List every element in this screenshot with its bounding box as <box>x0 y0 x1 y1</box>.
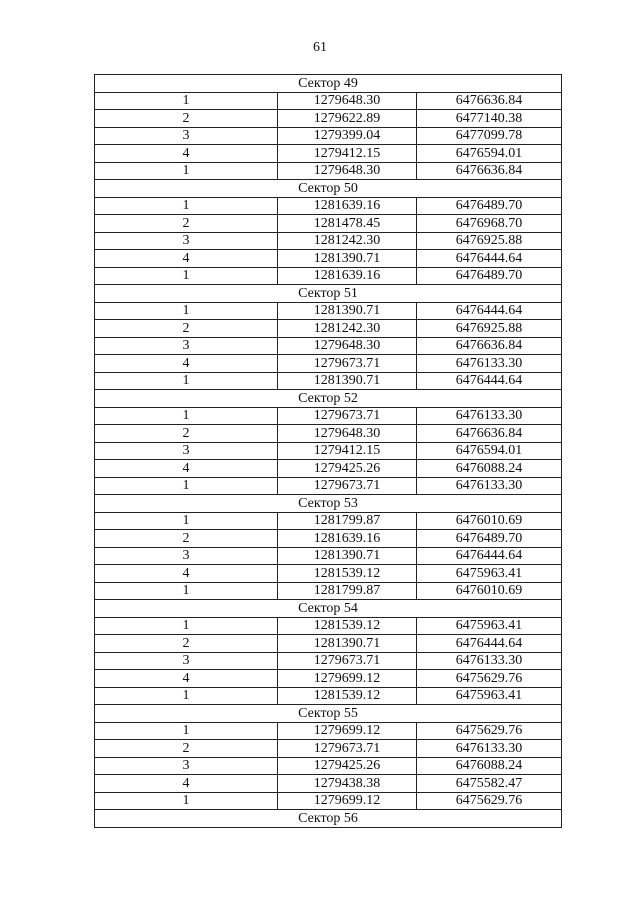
sector-title: Сектор 50 <box>95 180 562 198</box>
y-coordinate-cell: 6476133.30 <box>417 477 562 495</box>
table-row <box>95 320 562 338</box>
table-row <box>95 670 562 688</box>
x-coordinate-cell: 1279622.89 <box>278 110 417 128</box>
y-coordinate-cell: 6476636.84 <box>417 425 562 443</box>
sector-header-row <box>95 810 562 828</box>
sector-title: Сектор 51 <box>95 285 562 303</box>
y-coordinate-cell: 6476925.88 <box>417 320 562 338</box>
table-row <box>95 652 562 670</box>
point-number-cell: 4 <box>95 355 278 373</box>
y-coordinate-cell: 6475582.47 <box>417 775 562 793</box>
x-coordinate-cell: 1279673.71 <box>278 740 417 758</box>
x-coordinate-cell: 1279673.71 <box>278 407 417 425</box>
y-coordinate-cell: 6477140.38 <box>417 110 562 128</box>
table-row <box>95 407 562 425</box>
y-coordinate-cell: 6475963.41 <box>417 565 562 583</box>
y-coordinate-cell: 6475629.76 <box>417 792 562 810</box>
table-row <box>95 477 562 495</box>
table-row <box>95 232 562 250</box>
point-number-cell: 2 <box>95 110 278 128</box>
point-number-cell: 1 <box>95 267 278 285</box>
table-row <box>95 565 562 583</box>
y-coordinate-cell: 6475963.41 <box>417 687 562 705</box>
y-coordinate-cell: 6476489.70 <box>417 197 562 215</box>
x-coordinate-cell: 1281799.87 <box>278 512 417 530</box>
x-coordinate-cell: 1279699.12 <box>278 722 417 740</box>
x-coordinate-cell: 1279648.30 <box>278 337 417 355</box>
sector-header-row <box>95 705 562 723</box>
x-coordinate-cell: 1281539.12 <box>278 687 417 705</box>
x-coordinate-cell: 1279673.71 <box>278 355 417 373</box>
y-coordinate-cell: 6477099.78 <box>417 127 562 145</box>
table-row <box>95 215 562 233</box>
x-coordinate-cell: 1281478.45 <box>278 215 417 233</box>
x-coordinate-cell: 1281390.71 <box>278 250 417 268</box>
y-coordinate-cell: 6476925.88 <box>417 232 562 250</box>
sector-title: Сектор 53 <box>95 495 562 513</box>
x-coordinate-cell: 1281639.16 <box>278 530 417 548</box>
point-number-cell: 1 <box>95 477 278 495</box>
table-row <box>95 302 562 320</box>
x-coordinate-cell: 1279399.04 <box>278 127 417 145</box>
point-number-cell: 3 <box>95 652 278 670</box>
point-number-cell: 4 <box>95 145 278 163</box>
point-number-cell: 1 <box>95 512 278 530</box>
point-number-cell: 2 <box>95 215 278 233</box>
y-coordinate-cell: 6476444.64 <box>417 372 562 390</box>
point-number-cell: 3 <box>95 232 278 250</box>
x-coordinate-cell: 1281539.12 <box>278 565 417 583</box>
table-row <box>95 617 562 635</box>
y-coordinate-cell: 6476133.30 <box>417 652 562 670</box>
point-number-cell: 3 <box>95 337 278 355</box>
point-number-cell: 2 <box>95 530 278 548</box>
point-number-cell: 4 <box>95 250 278 268</box>
y-coordinate-cell: 6476133.30 <box>417 407 562 425</box>
x-coordinate-cell: 1281390.71 <box>278 635 417 653</box>
table-row <box>95 740 562 758</box>
point-number-cell: 3 <box>95 547 278 565</box>
point-number-cell: 2 <box>95 320 278 338</box>
x-coordinate-cell: 1279648.30 <box>278 92 417 110</box>
x-coordinate-cell: 1279412.15 <box>278 442 417 460</box>
table-row <box>95 442 562 460</box>
x-coordinate-cell: 1281390.71 <box>278 372 417 390</box>
y-coordinate-cell: 6475963.41 <box>417 617 562 635</box>
sector-header-row <box>95 495 562 513</box>
y-coordinate-cell: 6476594.01 <box>417 145 562 163</box>
table-row <box>95 530 562 548</box>
x-coordinate-cell: 1281539.12 <box>278 617 417 635</box>
y-coordinate-cell: 6476968.70 <box>417 215 562 233</box>
sector-header-row <box>95 75 562 93</box>
sector-title: Сектор 55 <box>95 705 562 723</box>
y-coordinate-cell: 6476636.84 <box>417 337 562 355</box>
y-coordinate-cell: 6476444.64 <box>417 250 562 268</box>
y-coordinate-cell: 6476010.69 <box>417 512 562 530</box>
x-coordinate-cell: 1281390.71 <box>278 302 417 320</box>
table-row <box>95 267 562 285</box>
x-coordinate-cell: 1279673.71 <box>278 652 417 670</box>
sector-header-row <box>95 285 562 303</box>
x-coordinate-cell: 1281242.30 <box>278 320 417 338</box>
table-row <box>95 110 562 128</box>
x-coordinate-cell: 1281390.71 <box>278 547 417 565</box>
y-coordinate-cell: 6476444.64 <box>417 302 562 320</box>
x-coordinate-cell: 1279648.30 <box>278 162 417 180</box>
table-row <box>95 92 562 110</box>
y-coordinate-cell: 6476636.84 <box>417 162 562 180</box>
point-number-cell: 4 <box>95 460 278 478</box>
page-number: 61 <box>313 40 327 55</box>
y-coordinate-cell: 6476489.70 <box>417 267 562 285</box>
y-coordinate-cell: 6476010.69 <box>417 582 562 600</box>
y-coordinate-cell: 6476594.01 <box>417 442 562 460</box>
point-number-cell: 1 <box>95 302 278 320</box>
point-number-cell: 1 <box>95 197 278 215</box>
table-row <box>95 337 562 355</box>
point-number-cell: 2 <box>95 635 278 653</box>
x-coordinate-cell: 1281639.16 <box>278 267 417 285</box>
sector-header-row <box>95 600 562 618</box>
point-number-cell: 1 <box>95 92 278 110</box>
x-coordinate-cell: 1279412.15 <box>278 145 417 163</box>
sector-header-row <box>95 390 562 408</box>
sector-title: Сектор 49 <box>95 75 562 93</box>
y-coordinate-cell: 6475629.76 <box>417 722 562 740</box>
sector-title: Сектор 54 <box>95 600 562 618</box>
table-row <box>95 145 562 163</box>
x-coordinate-cell: 1279425.26 <box>278 757 417 775</box>
y-coordinate-cell: 6476636.84 <box>417 92 562 110</box>
x-coordinate-cell: 1279648.30 <box>278 425 417 443</box>
sector-title: Сектор 56 <box>95 810 562 828</box>
table-row <box>95 250 562 268</box>
point-number-cell: 3 <box>95 127 278 145</box>
coordinates-table-body <box>95 75 562 828</box>
x-coordinate-cell: 1281639.16 <box>278 197 417 215</box>
table-row <box>95 757 562 775</box>
table-row <box>95 687 562 705</box>
point-number-cell: 1 <box>95 162 278 180</box>
point-number-cell: 2 <box>95 740 278 758</box>
table-row <box>95 127 562 145</box>
sector-header-row <box>95 180 562 198</box>
y-coordinate-cell: 6475629.76 <box>417 670 562 688</box>
point-number-cell: 1 <box>95 617 278 635</box>
x-coordinate-cell: 1281799.87 <box>278 582 417 600</box>
point-number-cell: 1 <box>95 687 278 705</box>
point-number-cell: 3 <box>95 442 278 460</box>
x-coordinate-cell: 1279425.26 <box>278 460 417 478</box>
x-coordinate-cell: 1281242.30 <box>278 232 417 250</box>
table-row <box>95 197 562 215</box>
table-row <box>95 425 562 443</box>
y-coordinate-cell: 6476444.64 <box>417 635 562 653</box>
y-coordinate-cell: 6476489.70 <box>417 530 562 548</box>
table-row <box>95 635 562 653</box>
y-coordinate-cell: 6476133.30 <box>417 740 562 758</box>
coordinates-table <box>94 74 562 828</box>
table-row <box>95 547 562 565</box>
x-coordinate-cell: 1279438.38 <box>278 775 417 793</box>
x-coordinate-cell: 1279673.71 <box>278 477 417 495</box>
y-coordinate-cell: 6476088.24 <box>417 757 562 775</box>
y-coordinate-cell: 6476088.24 <box>417 460 562 478</box>
table-row <box>95 460 562 478</box>
table-row <box>95 722 562 740</box>
point-number-cell: 1 <box>95 582 278 600</box>
point-number-cell: 2 <box>95 425 278 443</box>
point-number-cell: 1 <box>95 792 278 810</box>
table-row <box>95 512 562 530</box>
point-number-cell: 1 <box>95 407 278 425</box>
point-number-cell: 1 <box>95 722 278 740</box>
table-row <box>95 582 562 600</box>
x-coordinate-cell: 1279699.12 <box>278 792 417 810</box>
point-number-cell: 4 <box>95 565 278 583</box>
table-row <box>95 162 562 180</box>
table-row <box>95 775 562 793</box>
sector-title: Сектор 52 <box>95 390 562 408</box>
table-row <box>95 372 562 390</box>
table-row <box>95 792 562 810</box>
point-number-cell: 4 <box>95 670 278 688</box>
point-number-cell: 4 <box>95 775 278 793</box>
y-coordinate-cell: 6476444.64 <box>417 547 562 565</box>
point-number-cell: 3 <box>95 757 278 775</box>
x-coordinate-cell: 1279699.12 <box>278 670 417 688</box>
point-number-cell: 1 <box>95 372 278 390</box>
table-row <box>95 355 562 373</box>
y-coordinate-cell: 6476133.30 <box>417 355 562 373</box>
